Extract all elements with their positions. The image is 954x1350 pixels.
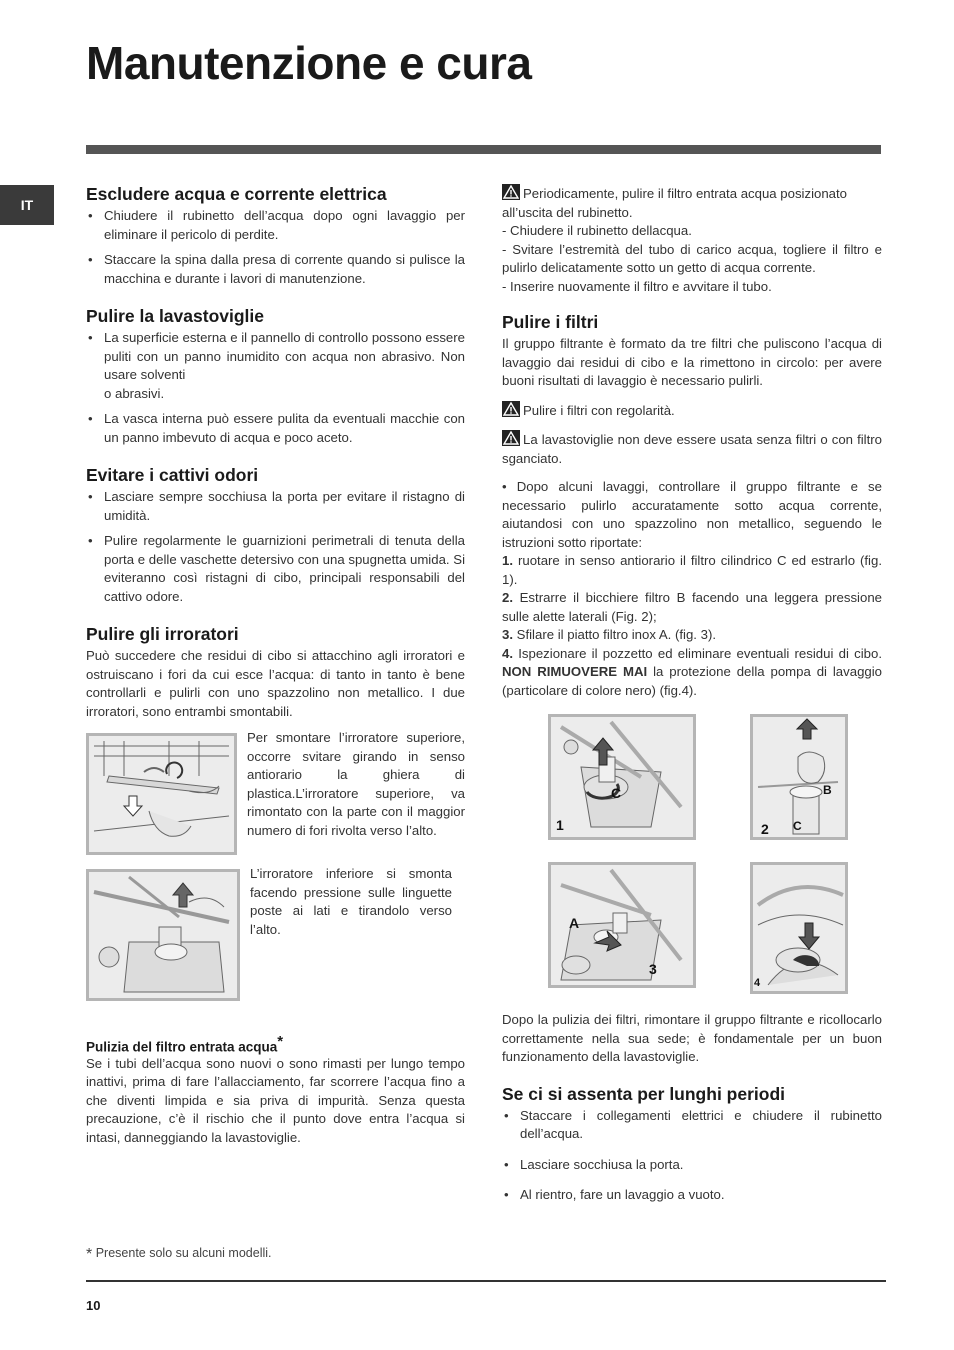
filter-figure-1: [548, 714, 696, 840]
section-inlet-filter: [86, 1033, 465, 1147]
list-item: • Pulire regolarmente le guarnizioni perimetrali di tenuta della porta e delle vaschette detersivo con una spugnetta umida. Si eviteranno così ristagni di cibo, principali responsabili del cattivo odore.: [86, 532, 465, 606]
lower-spray-arm-text: L’irroratore inferiore si smonta facendo pressione sulle linguette poste ai lati e tirandolo verso l’alto.: [250, 866, 452, 937]
filters-after-text: Dopo la pulizia dei filtri, rimontare il gruppo filtrante e ricollocarlo correttamente nella sua sede; è fondamentale per un buon funzionamento della lavastoviglie.: [502, 1012, 882, 1064]
figure-part-label: C: [611, 785, 622, 801]
warning-icon: [502, 430, 520, 446]
section-heading: Pulire i filtri: [502, 312, 599, 332]
figure-number: 1: [556, 817, 564, 833]
section-away: [502, 1084, 882, 1205]
filters-warning: La lavastoviglie non deve essere usata senza filtri o con filtro sganciato.: [502, 432, 882, 466]
inlet-filter-text: Se i tubi dell’acqua sono nuovi o sono rimasti per lungo tempo inattivi, prima di fare l’allacciamento, far scorrere l’acqua fino a che diventi limpida e sia priva di impurità. Senza questa precauzione, c’è il rischio che il punto dove entra l’acqua si intasi, danneggiando la lavastoviglie.: [86, 1055, 465, 1145]
section-water-power: [86, 184, 465, 288]
page-number: 10: [86, 1298, 101, 1313]
filters-instructions: • Dopo alcuni lavaggi, controllare il gruppo filtrante e se necessario pulirlo accuratamente sotto acqua corrente, aiutandosi con uno spazzolino non metallico, seguendo le istruzioni sotto riportate:: [502, 479, 882, 550]
list-item: • Chiudere il rubinetto dell’acqua dopo ogni lavaggio per eliminare il pericolo di perdite.: [86, 207, 465, 244]
footnote: * Presente solo su alcuni modelli.: [86, 1246, 272, 1263]
figure-number: 3: [649, 961, 657, 977]
inlet-filter-heading: Pulizia del filtro entrata acqua*: [86, 1033, 284, 1055]
filter-illustrations: [502, 714, 882, 999]
language-tab: IT: [0, 185, 54, 225]
lower-spray-arm-block: [86, 866, 465, 1001]
figure-number: 2: [761, 821, 769, 837]
filter-step: 2. Estrarre il bicchiere filtro B facendo una leggera pressione sulle alette laterali (Fig. 2);: [502, 590, 882, 624]
figure-part-label: B: [823, 783, 832, 797]
filter-step: 1. ruotare in senso antiorario il filtro cilindrico C ed estrarlo (fig. 1).: [502, 553, 882, 587]
list-item: • Lasciare sempre socchiusa la porta per evitare il ristagno di umidità.: [86, 488, 465, 525]
upper-spray-arm-illustration: [86, 733, 237, 855]
filter-step: 3. Sfilare il piatto filtro inox A. (fig. 3).: [502, 627, 717, 642]
filter-figure-3: [548, 862, 696, 988]
title-divider: [86, 145, 881, 154]
intro-step: - Svitare l’estremità del tubo di carico acqua, togliere il filtro e pulirlo delicatamente sotto un getto di acqua corrente.: [502, 241, 882, 275]
section-heading: Pulire gli irroratori: [86, 624, 239, 644]
right-column: [502, 184, 882, 1223]
figure-number: 4: [754, 977, 761, 989]
section-heading: Evitare i cattivi odori: [86, 465, 259, 485]
upper-spray-arm-block: [86, 730, 465, 855]
footer-divider: [86, 1280, 886, 1282]
list-item: • La vasca interna può essere pulita da eventuali macchie con un panno imbevuto di acqua e poco aceto.: [86, 410, 465, 447]
list-item-continued: o abrasivi.: [104, 385, 165, 401]
intro-text: Periodicamente, pulire il filtro entrata acqua posizionato all’uscita del rubinetto.: [502, 186, 848, 220]
list-item: • Lasciare socchiusa la porta.: [502, 1156, 882, 1175]
figure-part-label: C: [793, 819, 802, 833]
list-item: • Staccare i collegamenti elettrici e chiudere il rubinetto dell’acqua.: [502, 1107, 882, 1144]
inlet-filter-steps: [502, 184, 882, 296]
spray-arms-text: Può succedere che residui di cibo si attacchino agli irroratori e ostruiscano i fori da cui esce l’acqua: di tanto in tanto è bene controllarli e pulirli con uno spazzolino non metallico. I due irroratori, sono entrambi smontabili.: [86, 648, 465, 719]
section-heading: Pulire la lavastoviglie: [86, 306, 264, 326]
intro-step: - Chiudere il rubinetto dellacqua.: [502, 223, 692, 238]
list-item: • La superficie esterna e il pannello di controllo possono essere puliti con un panno inumidito con acqua non abrasivo. Non usare solventi: [86, 329, 465, 385]
figure-part-label: A: [569, 915, 580, 931]
warning-icon: [502, 401, 520, 417]
page-title: Manutenzione e cura: [86, 37, 532, 89]
filters-warning: Pulire i filtri con regolarità.: [523, 402, 675, 418]
list-item: • Al rientro, fare un lavaggio a vuoto.: [502, 1186, 882, 1205]
filters-text: Il gruppo filtrante è formato da tre filtri che puliscono l’acqua di lavaggio dai residui di cibo e la rimettono in circolo: per avere buoni risultati di lavaggio è necessario pulirli.: [502, 336, 882, 388]
list-item: • Staccare la spina dalla presa di corrente quando si pulisce la macchina e durante i lavori di manutenzione.: [86, 251, 465, 288]
upper-spray-arm-text: Per smontare l’irroratore superiore, occorre svitare girando in senso antiorario la ghiera di plastica.L’irroratore superiore, va rimontato con la parte con il maggior numero di fori rivolta verso l’alto.: [247, 730, 465, 838]
section-heading: Se ci si assenta per lunghi periodi: [502, 1083, 785, 1104]
intro-step: - Inserire nuovamente il filtro e avvitare il tubo.: [502, 278, 772, 294]
warning-icon: [502, 184, 520, 200]
section-odors: [86, 465, 465, 606]
left-column: [86, 184, 465, 1165]
filter-figure-4: [750, 862, 848, 994]
section-spray-arms: [86, 624, 465, 1001]
filter-step: 4. Ispezionare il pozzetto ed eliminare eventuali residui di cibo. NON RIMUOVERE MAI la protezione della pompa di lavaggio (particolare di colore nero) (fig.4).: [502, 645, 882, 698]
lower-spray-arm-illustration: [86, 869, 240, 1001]
section-filters: [502, 312, 882, 1067]
filter-figure-2: [750, 714, 848, 840]
section-clean-dishwasher: [86, 306, 465, 447]
section-heading: Escludere acqua e corrente elettrica: [86, 184, 387, 204]
